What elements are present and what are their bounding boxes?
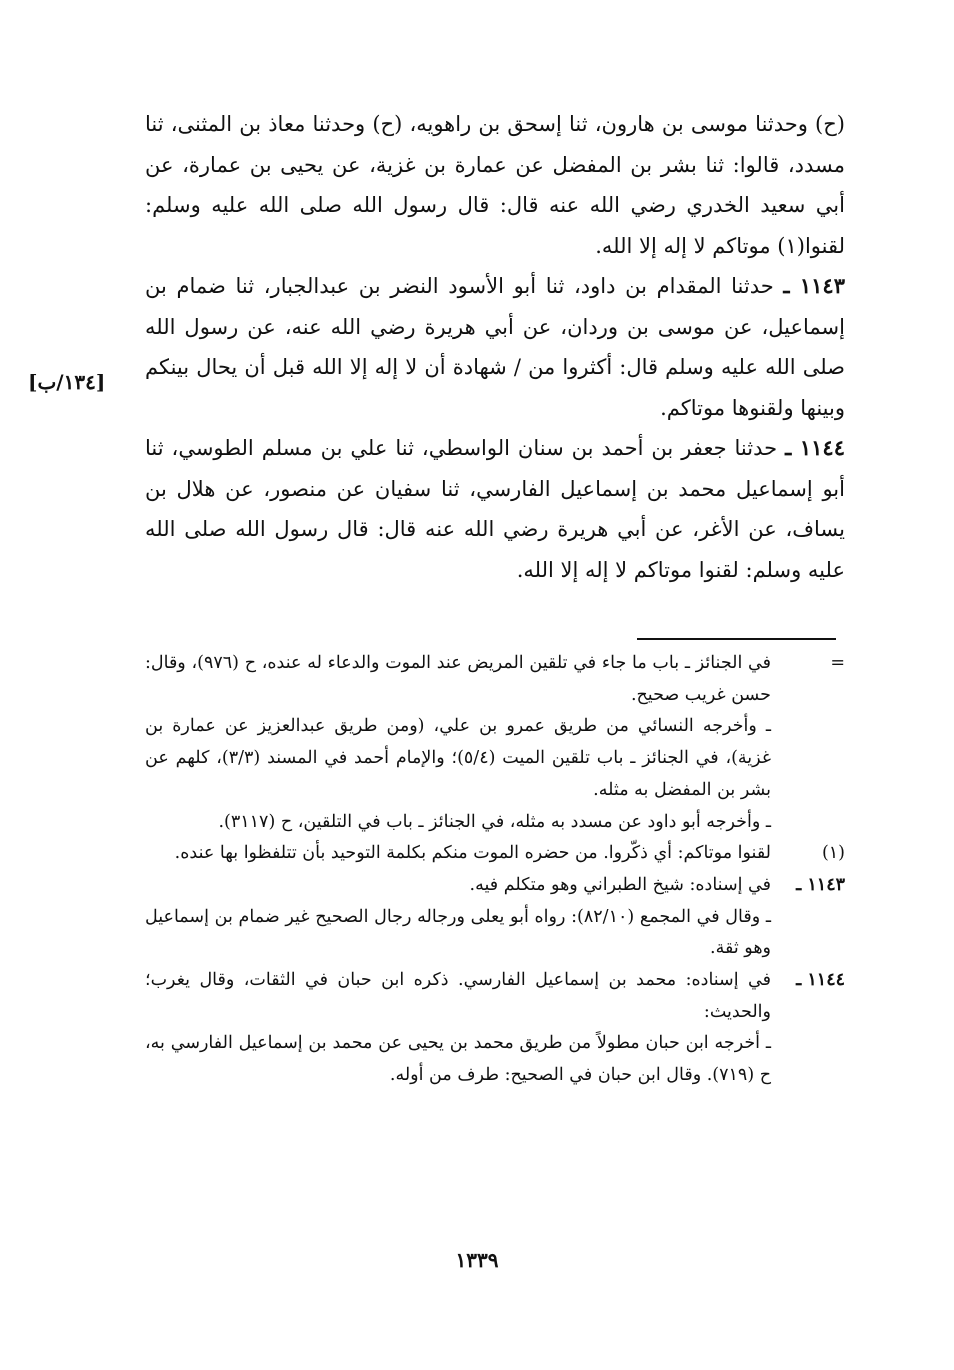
footnote-1144 bbox=[145, 965, 845, 1092]
footnote-continuation-body bbox=[145, 648, 771, 838]
footnote-1144-marker: ١١٤٤ ـ bbox=[796, 970, 845, 991]
footnote-1143 bbox=[145, 870, 845, 965]
footnote-continuation-marker: = bbox=[830, 653, 845, 673]
footnote-1144-body bbox=[145, 965, 771, 1092]
footnote-1-body bbox=[145, 838, 771, 870]
footnote-separator bbox=[637, 638, 836, 640]
footnote-line: لقنوا موتاكم: أي ذكّروا. من حضره الموت منكم بكلمة التوحيد بأن تتلفظوا بها عنده. bbox=[174, 843, 771, 864]
footnote-line: ـ وأخرجه أبو داود عن مسدد به مثله، في الجنائز ـ باب في التلقين، ح (٣١١٧). bbox=[218, 811, 771, 832]
footnote-line: في إسناده: محمد بن إسماعيل الفارسي. ذكره ابن حبان في الثقات، وقال يغرب؛ والحديث: bbox=[145, 970, 771, 1022]
footnote-line: ـ أخرجه ابن حبان مطولاً من طريق محمد بن يحيى عن محمد بن إسماعيل الفارسي به، ح (٧١٩). وقال ابن حبان في الصحيح: طرف من أوله. bbox=[145, 1033, 771, 1086]
footnote-line: ـ وأخرجه النسائي من طريق عمرو بن علي، (ومن طريق عبدالعزيز عن عمارة بن غزية)، في الجنائز ـ باب تلقين الميت (٥/٤)؛ والإمام أحمد في المسند (٣/٣)، كلهم عن بشر بن المفضل به مثله. bbox=[145, 716, 771, 800]
hadith-number-1143: ١١٤٣ ـ bbox=[783, 273, 845, 298]
footnote-line: في الجنائز ـ باب ما جاء في تلقين المريض عند الموت والدعاء له عنده، ح (٩٧٦)، وقال: حسن غريب صحيح. bbox=[145, 653, 771, 705]
footnote-1-marker: (١) bbox=[821, 843, 845, 864]
footnote-1 bbox=[145, 838, 845, 870]
manuscript-folio-reference: [١٣٤/ب] bbox=[28, 370, 106, 394]
hadith-text-1144: حدثنا جعفر بن أحمد بن سنان الواسطي، ثنا علي بن مسلم الطوسي، ثنا أبو إسماعيل محمد بن إسماعيل الفارسي، ثنا سفيان عن منصور، عن هلال بن يساف، عن الأغر، عن أبي هريرة رضي الله عنه قال: قال رسول الله صلى الله عليه وسلم: لقنوا موتاكم لا إله إلا الله. bbox=[145, 436, 845, 582]
page-number: ١٣٣٩ bbox=[455, 1248, 499, 1272]
paragraph-hadith-continuation: (ح) وحدثنا موسى بن هارون، ثنا إسحق بن راهويه، (ح) وحدثنا معاذ بن المثنى، ثنا مسدد، قالوا: ثنا بشر بن المفضل عن عمارة بن غزية، عن يحيى بن عمارة، عن أبي سعيد الخدري رضي الله عنه قال: قال رسول الله صلى الله عليه وسلم: لقنوا(١) موتاكم لا إله إلا الله. bbox=[145, 112, 845, 258]
hadith-text-1143: حدثنا المقدام بن داود، ثنا أبو الأسود النضر بن عبدالجبار، ثنا ضمام بن إسماعيل، عن موسى بن وردان، عن أبي هريرة رضي الله عنه، عن رسول الله صلى الله عليه وسلم قال: أكثروا من / شهادة أن لا إله إلا الله قبل أن يحال بينكم وبينها ولقنوها موتاكم. bbox=[145, 274, 845, 420]
footnote-1143-marker: ١١٤٣ ـ bbox=[796, 874, 845, 895]
footnotes-section bbox=[145, 648, 845, 1092]
footnote-line: ـ وقال في المجمع (٨٢/١٠): رواه أبو يعلى ورجاله رجال الصحيح غير ضمام بن إسماعيل وهو ثقة. bbox=[145, 906, 772, 959]
hadith-number-1144: ١١٤٤ ـ bbox=[785, 435, 845, 460]
footnote-continuation bbox=[145, 648, 845, 838]
paragraph-hadith-1144 bbox=[145, 428, 845, 590]
main-text bbox=[145, 104, 845, 590]
paragraph-hadith-1143 bbox=[145, 266, 845, 428]
footnote-line: في إسناده: شيخ الطبراني وهو متكلم فيه. bbox=[469, 874, 771, 895]
footnote-1143-body bbox=[145, 870, 771, 965]
